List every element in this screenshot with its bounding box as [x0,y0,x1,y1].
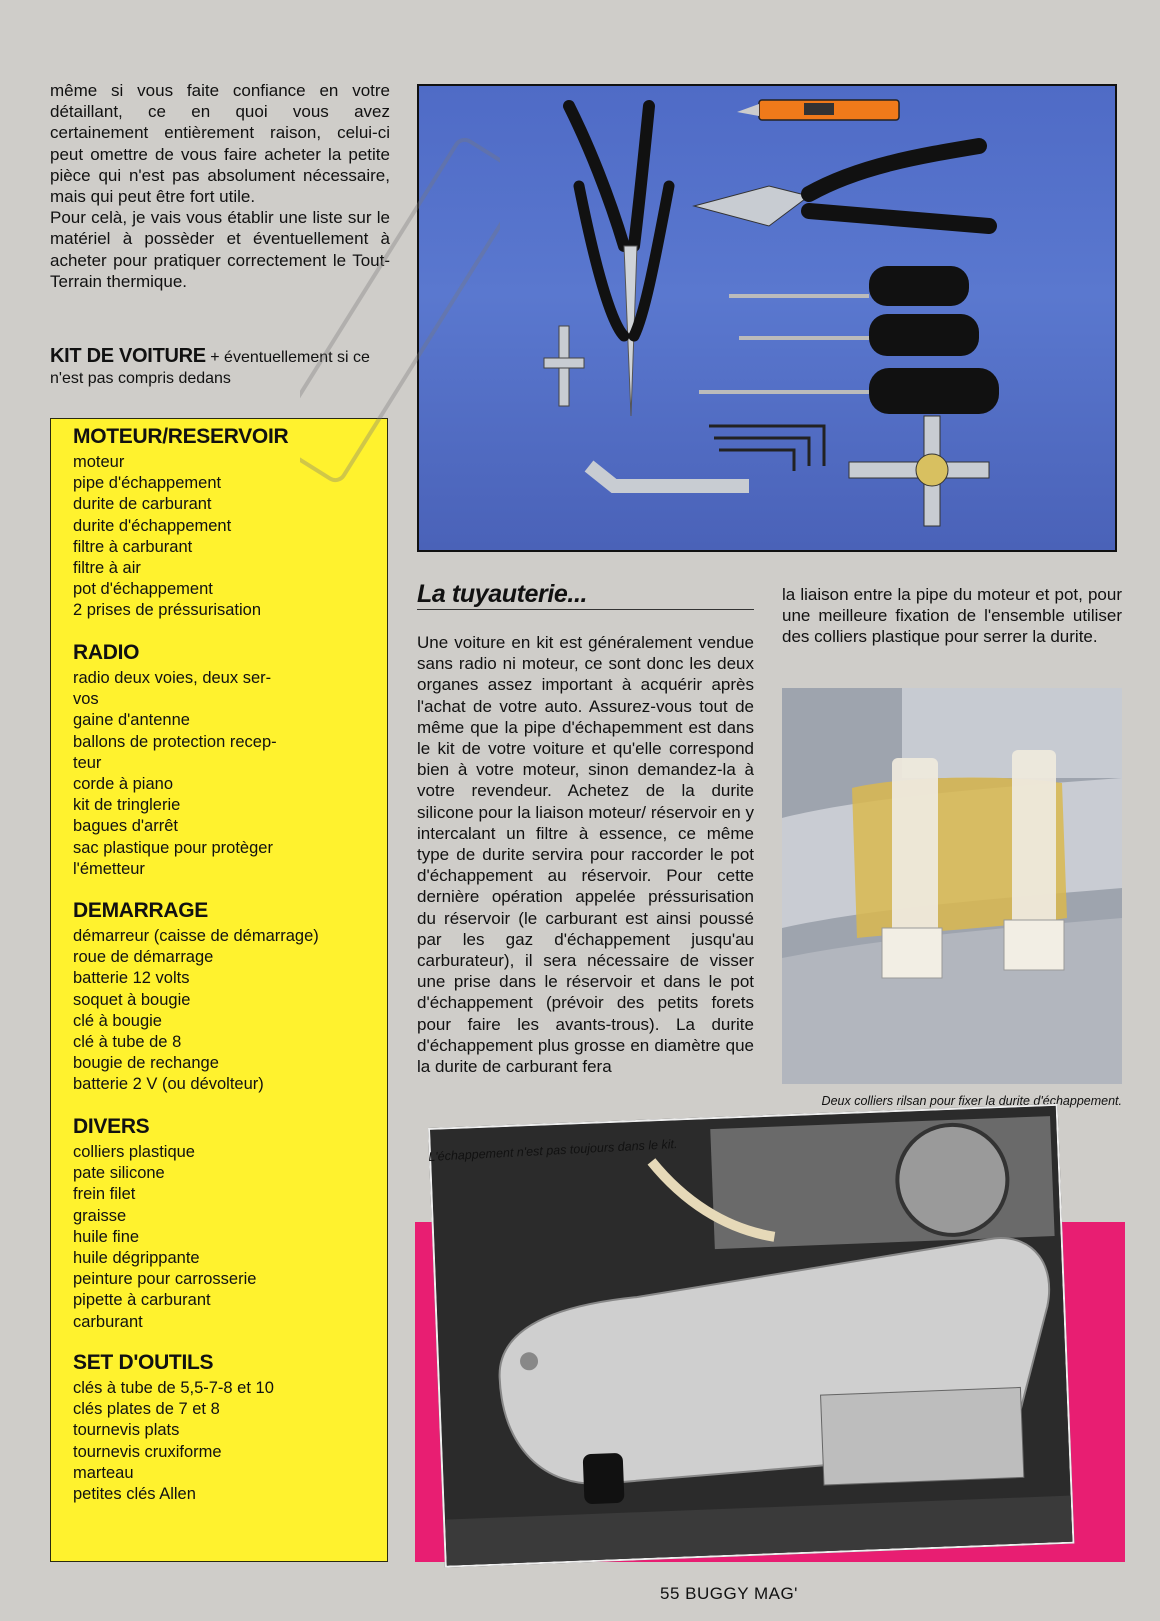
list-item: huile dégrippante [73,1249,200,1268]
list-item: tournevis plats [73,1421,180,1440]
list-item: bougie de rechange [73,1054,219,1073]
intro-text [50,80,390,292]
intro-paragraph-1: même si vous faite confiance en votre détaillant, ce en quoi vous avez certainement entièrement raison, celui-ci peut omettre de vous faire acheter la petite pièce qui n'est pas absolument nécessaire, mais qui peut être fort utile. [50,81,390,207]
section-title: DIVERS [73,1115,150,1138]
list-item: batterie 12 volts [73,969,190,988]
kit-heading [50,346,390,389]
section-title: SET D'OUTILS [73,1351,214,1374]
list-item: clé à bougie [73,1011,162,1030]
list-item: bagues d'arrêt [73,817,178,836]
list-item: durite de carburant [73,495,212,514]
section-set-outils [73,1351,274,1505]
kit-title: KIT DE VOITURE [50,345,206,367]
section-radio [73,641,277,880]
article-title: La tuyauterie... [417,580,588,608]
caption-cable-ties: Deux colliers rilsan pour fixer la durite d'échappement. [821,1094,1122,1108]
list-item: marteau [73,1463,134,1482]
list-item: clé à tube de 8 [73,1033,182,1052]
list-item: clés à tube de 5,5-7-8 et 10 [73,1379,274,1397]
list-item: corde à piano [73,775,173,794]
list-item: sac plastique pour protèger [73,838,273,857]
article-column-1 [417,632,754,1077]
section-title: RADIO [73,641,140,664]
section-divers [73,1115,256,1333]
exhaust-illustration [430,1106,1074,1568]
tools-illustration [419,86,1117,552]
list-item: colliers plastique [73,1143,195,1161]
list-item: clés plates de 7 et 8 [73,1400,220,1419]
equipment-list-box [50,418,388,1562]
intro-paragraph-2: Pour celà, je vais vous établir une liste sur le matériel à possèder et éventuellement à acheter pour pratiquer correctement le Tout-Terrain thermique. [50,208,390,291]
cable-tie-illustration [782,688,1122,1084]
list-item: carburant [73,1312,143,1331]
section-title: DEMARRAGE [73,899,208,922]
list-item: teur [73,753,102,772]
list-item: graisse [73,1206,127,1225]
list-item: soquet à bougie [73,990,191,1009]
page-folio: 55 BUGGY MAG' [660,1584,798,1603]
list-item: l'émetteur [73,859,145,878]
article-body-2: la liaison entre la pipe du moteur et pot, pour une meilleure fixation de l'ensemble utiliser des colliers plastique pour serrer la durite. [782,585,1122,647]
list-item: filtre à carburant [73,537,193,556]
list-item: tournevis cruxiforme [73,1442,222,1461]
cable-tie-photo [782,688,1122,1084]
list-item: roue de démarrage [73,948,214,967]
article-column-2 [782,584,1122,648]
caption-exhaust: L'échappement n'est pas toujours dans le kit. [428,1136,678,1164]
list-item: filtre à air [73,559,141,578]
list-item: radio deux voies, deux ser- [73,669,272,687]
kit-suffix: + éventuellement si ce n'est pas compris dedans [50,349,370,387]
list-item: pate silicone [73,1164,165,1183]
list-item: durite d'échappement [73,516,232,535]
list-item: kit de tringlerie [73,796,181,815]
article-heading [417,580,754,610]
list-item: ballons de protection recep- [73,732,277,751]
list-item: démarreur (caisse de démarrage) [73,927,319,945]
list-item: gaine d'antenne [73,711,190,730]
article-body-1: Une voiture en kit est généralement vendue sans radio ni moteur, ce sont donc les deux organes assez important à acquérir après l'achat de votre auto. Assurez-vous tout de même que la pipe d'échapemment est dans le kit de votre voiture et qu'elle correspond bien à votre moteur, sinon demandez-la à votre revendeur. Achetez de la durite silicone pour la liaison moteur/ réservoir en y intercalant un filtre à essence, ce même type de durite servira pour raccorder le pot d'échappement au réservoir. Pour cette dernière opération appelée préssurisation du réservoir (le carburant est ainsi poussé par les gaz d'échappement jusqu'au carburateur), il sera nécessaire de visser une prise dans le réservoir et dans le pot d'échappement (prévoir des petits forets pour faire les avants-trous). La durite d'échappement plus grosse en diamètre que la durite de carburant fera [417,633,754,1077]
list-item: frein filet [73,1185,136,1204]
list-item: pipette à carburant [73,1291,211,1310]
list-item: moteur [73,453,125,471]
section-title: MOTEUR/RESERVOIR [73,425,289,448]
list-item: huile fine [73,1227,140,1246]
list-item: peinture pour carrosserie [73,1270,257,1289]
section-demarrage [73,899,319,1096]
exhaust-photo [428,1104,1074,1568]
list-item: 2 prises de préssurisation [73,601,262,620]
list-item: pipe d'échappement [73,474,222,493]
list-item: batterie 2 V (ou dévolteur) [73,1075,264,1094]
tools-photo [417,84,1117,552]
list-item: pot d'échappement [73,580,213,599]
list-item: vos [73,690,99,709]
list-item: petites clés Allen [73,1485,196,1504]
section-moteur-reservoir [73,425,288,622]
